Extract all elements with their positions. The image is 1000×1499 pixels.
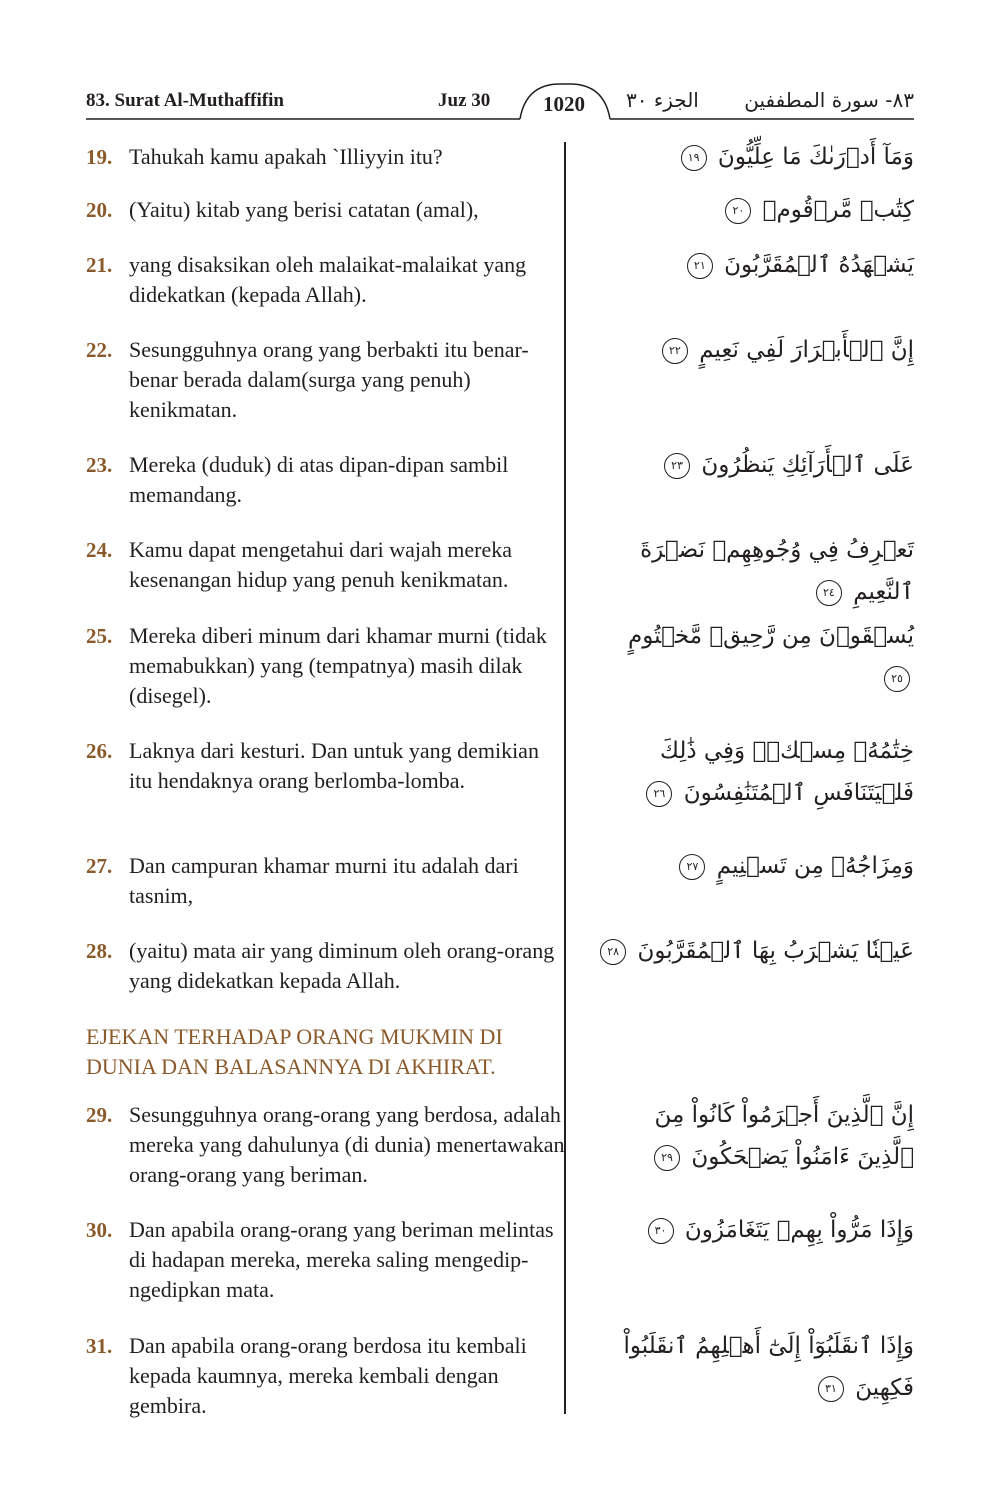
arabic-text: كِتَٰبٞ مَّرۡقُومٞ	[762, 197, 914, 223]
arabic-verse	[594, 1325, 914, 1409]
arabic-text: يَشۡهَدُهُ ٱلۡمُقَرَّبُونَ	[724, 252, 914, 278]
surah-title-arabic: ٨٣- سورة المطففين	[744, 88, 914, 112]
arabic-verse	[594, 244, 914, 286]
verse-number: 25.	[86, 624, 113, 648]
section-heading	[86, 1022, 566, 1082]
verse-number: 29.	[86, 1103, 113, 1127]
arabic-text: تَعۡرِفُ فِي وُجُوهِهِمۡ نَضۡرَةَ ٱلنَّعِيمِ	[640, 537, 914, 605]
ayah-number-marker: ٢٧	[679, 854, 705, 880]
arabic-text: يُسۡقَوۡنَ مِن رَّحِيقٖ مَّخۡتُومٍ	[628, 623, 914, 649]
verse-number: 22.	[86, 338, 113, 362]
surah-title-latin: 83. Surat Al-Muthaffifin	[86, 90, 284, 111]
arabic-verse	[594, 189, 914, 231]
verse-text: Kamu dapat mengetahui dari wajah mereka kesenangan hidup yang penuh kenikmatan.	[129, 537, 513, 592]
arabic-verse	[594, 845, 914, 887]
arabic-text: وَإِذَا مَرُّواْ بِهِمۡ يَتَغَامَزُونَ	[684, 1217, 914, 1243]
arabic-text: إِنَّ ٱلَّذِينَ أَجۡرَمُواْ كَانُواْ مِنَ ٱلَّذِينَ ءَامَنُواْ يَضۡحَكُونَ	[654, 1102, 914, 1170]
verse-text: Dan apabila orang-orang berdosa itu kembali kepada kaumnya, mereka kembali dengan gembira.	[129, 1333, 527, 1418]
section-heading-line: EJEKAN TERHADAP ORANG MUKMIN DI	[86, 1024, 503, 1049]
ayah-number-marker: ٢٤	[816, 580, 842, 606]
verse-number: 21.	[86, 253, 113, 277]
verse-text: Dan campuran khamar murni itu adalah dari tasnim,	[129, 853, 519, 908]
ayah-number-marker: ٢١	[687, 253, 713, 279]
arabic-verse	[594, 529, 914, 613]
verse-text: (yaitu) mata air yang diminum oleh orang-orang yang didekatkan kepada Allah.	[129, 938, 555, 993]
arabic-verse	[594, 730, 914, 814]
ayah-number-marker: ٢٠	[725, 198, 751, 224]
arabic-text: وَمِزَاجُهُۥ مِن تَسۡنِيمٍ	[716, 853, 914, 879]
verse-text: Mereka diberi minum dari khamar murni (tidak memabukkan) yang (tempatnya) masih dilak (disegel).	[129, 623, 547, 708]
arabic-text: وَإِذَا ٱنقَلَبُوٓاْ إِلَىٰٓ أَهۡلِهِمُ ٱنقَلَبُواْ فَكِهِينَ	[623, 1333, 914, 1401]
page-header	[0, 0, 1000, 130]
verse-text: yang disaksikan oleh malaikat-malaikat yang didekatkan (kepada Allah).	[129, 252, 527, 307]
juz-label-latin: Juz 30	[438, 90, 491, 111]
arabic-verse	[594, 1209, 914, 1251]
arabic-verse	[594, 136, 914, 178]
ayah-number-marker: ٢٥	[884, 666, 910, 692]
verse-number: 31.	[86, 1334, 113, 1358]
verse-number: 24.	[86, 538, 113, 562]
arabic-verse	[594, 1094, 914, 1178]
ayah-number-marker: ٢٣	[664, 453, 690, 479]
section-heading-line: DUNIA DAN BALASANNYA DI AKHIRAT.	[86, 1054, 496, 1079]
arabic-verse	[594, 444, 914, 486]
arabic-text: وَمَآ أَدۡرَىٰكَ مَا عِلِّيُّونَ	[717, 144, 914, 170]
ayah-number-marker: ٢٩	[654, 1145, 680, 1171]
verse-number: 26.	[86, 739, 113, 763]
verse-text: Sesungguhnya orang-orang yang berdosa, adalah mereka yang dahulunya (di dunia) menertawakan orang-orang yang beriman.	[129, 1102, 565, 1187]
ayah-number-marker: ١٩	[681, 145, 707, 171]
verse-text: Mereka (duduk) di atas dipan-dipan sambil memandang.	[129, 452, 509, 507]
verse-number: 20.	[86, 198, 113, 222]
verse-number: 27.	[86, 854, 113, 878]
verse-text: Dan apabila orang-orang yang beriman melintas di hadapan mereka, mereka saling mengedip-ngedipkan mata.	[129, 1217, 554, 1302]
ayah-number-marker: ٣٠	[648, 1218, 674, 1244]
ayah-number-marker: ٣١	[818, 1376, 844, 1402]
ayah-number-marker: ٢٢	[662, 338, 688, 364]
arabic-text: إِنَّ ٱلۡأَبۡرَارَ لَفِي نَعِيمٍ	[699, 337, 914, 363]
arabic-text: خِتَٰمُهُۥ مِسۡكٞۚ وَفِي ذَٰلِكَ فَلۡيَتَنَافَسِ ٱلۡمُتَنَٰفِسُونَ	[659, 738, 914, 806]
verse-number: 23.	[86, 453, 113, 477]
verse-number: 30.	[86, 1218, 113, 1242]
verse-text: (Yaitu) kitab yang berisi catatan (amal),	[129, 197, 479, 222]
juz-label-arabic: الجزء ٣٠	[626, 88, 699, 112]
arabic-text: عَيۡنٗا يَشۡرَبُ بِهَا ٱلۡمُقَرَّبُونَ	[637, 938, 914, 964]
arabic-verse	[594, 930, 914, 972]
ayah-number-marker: ٢٦	[646, 781, 672, 807]
verse-text: Sesungguhnya orang yang berbakti itu benar-benar berada dalam(surga yang penuh) kenikmatan.	[129, 337, 529, 422]
arabic-verse	[594, 329, 914, 371]
arabic-text: عَلَى ٱلۡأَرَآئِكِ يَنظُرُونَ	[701, 452, 914, 478]
verse-text: Laknya dari kesturi. Dan untuk yang demikian itu hendaknya orang berlomba-lomba.	[129, 738, 539, 793]
verse-text: Tahukah kamu apakah `Illiyyin itu?	[129, 144, 443, 169]
verse-number: 19.	[86, 145, 113, 169]
verse-number: 28.	[86, 939, 113, 963]
ayah-number-marker: ٢٨	[600, 939, 626, 965]
arabic-verse	[594, 615, 914, 699]
page-number: 1020	[543, 92, 585, 116]
